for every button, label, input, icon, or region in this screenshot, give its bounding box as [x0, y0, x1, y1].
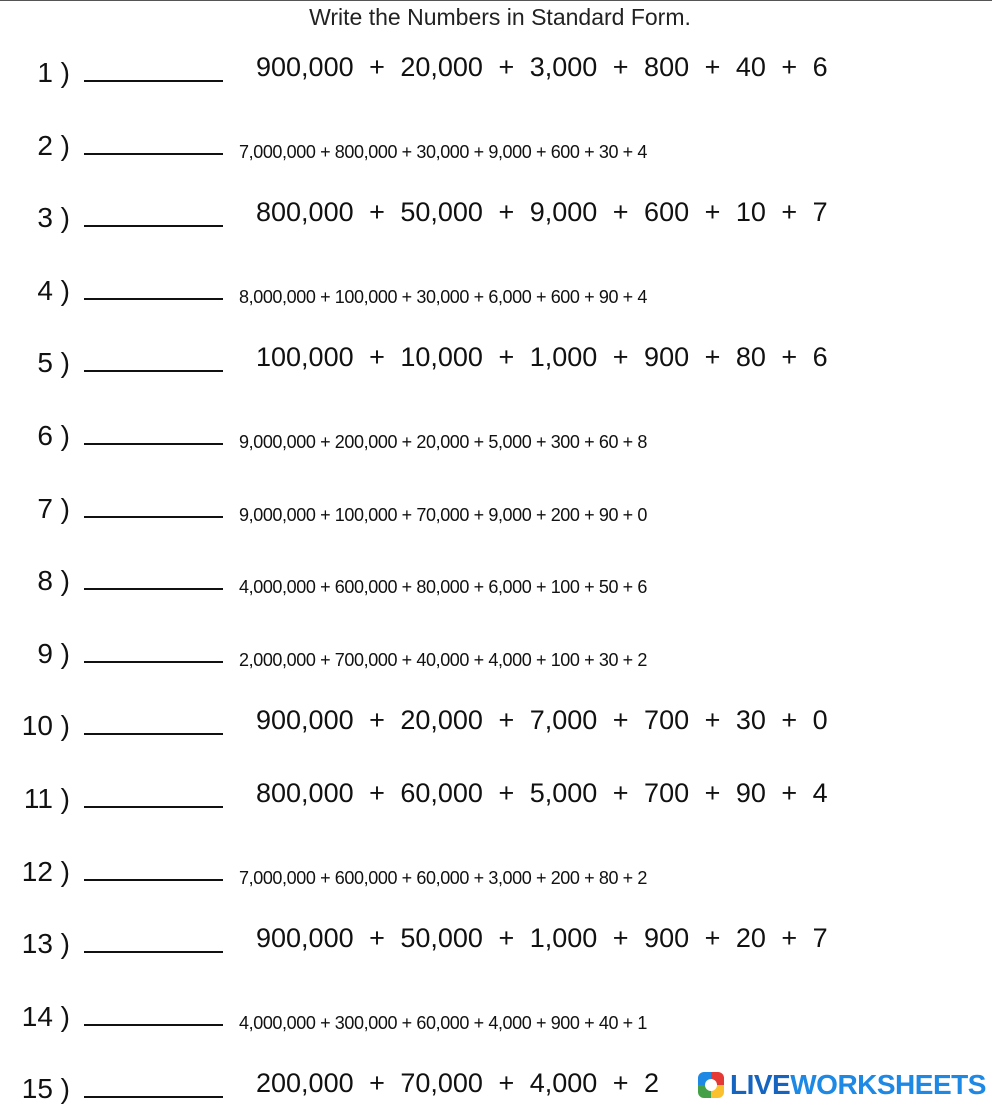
problem-number: 4 ) [37, 275, 70, 306]
liveworksheets-watermark[interactable] [694, 1067, 994, 1103]
expanded-form-expression: 800,000 + 50,000 + 9,000 + 600 + 10 + 7 [256, 197, 828, 227]
problem-row [0, 198, 1000, 238]
expanded-form-expression: 4,000,000 + 300,000 + 60,000 + 4,000 + 900 + 40 + 1 [239, 1013, 647, 1033]
expanded-form-expression: 2,000,000 + 700,000 + 40,000 + 4,000 + 100 + 30 + 2 [239, 650, 647, 670]
answer-blank[interactable] [84, 879, 223, 881]
problem-number: 3 ) [37, 202, 70, 233]
problem-row [0, 343, 1000, 383]
answer-blank[interactable] [84, 516, 223, 518]
problem-row [0, 126, 1000, 166]
expanded-form-expression: 7,000,000 + 600,000 + 60,000 + 3,000 + 200 + 80 + 2 [239, 868, 647, 888]
problem-number: 8 ) [37, 565, 70, 596]
problem-number: 15 ) [21, 1073, 70, 1104]
answer-blank[interactable] [84, 806, 223, 808]
expanded-form-expression: 9,000,000 + 200,000 + 20,000 + 5,000 + 300 + 60 + 8 [239, 432, 647, 452]
answer-blank[interactable] [84, 225, 223, 227]
problem-number: 11 ) [23, 783, 70, 814]
expanded-form-expression: 7,000,000 + 800,000 + 30,000 + 9,000 + 600 + 30 + 4 [239, 142, 647, 162]
answer-blank[interactable] [84, 370, 223, 372]
answer-blank[interactable] [84, 733, 223, 735]
answer-blank[interactable] [84, 443, 223, 445]
problem-number: 13 ) [21, 928, 70, 959]
expanded-form-expression: 900,000 + 20,000 + 3,000 + 800 + 40 + 6 [256, 52, 828, 82]
answer-blank[interactable] [84, 951, 223, 953]
liveworksheets-logo-icon [698, 1072, 724, 1098]
problem-row [0, 634, 1000, 674]
expanded-form-expression: 4,000,000 + 600,000 + 80,000 + 6,000 + 100 + 50 + 6 [239, 577, 647, 597]
problem-number: 5 ) [37, 347, 70, 378]
answer-blank[interactable] [84, 1024, 223, 1026]
answer-blank[interactable] [84, 153, 223, 155]
answer-blank[interactable] [84, 588, 223, 590]
problem-number: 2 ) [37, 130, 70, 161]
answer-blank[interactable] [84, 1096, 223, 1098]
problem-row [0, 779, 1000, 819]
answer-blank[interactable] [84, 661, 223, 663]
expanded-form-expression: 8,000,000 + 100,000 + 30,000 + 6,000 + 600 + 90 + 4 [239, 287, 647, 307]
problem-number: 12 ) [21, 856, 70, 887]
problem-number: 6 ) [37, 420, 70, 451]
expanded-form-expression: 100,000 + 10,000 + 1,000 + 900 + 80 + 6 [256, 342, 828, 372]
expanded-form-expression: 200,000 + 70,000 + 4,000 + 2 [256, 1068, 660, 1098]
problem-row [0, 489, 1000, 529]
problem-row [0, 706, 1000, 746]
problem-row [0, 924, 1000, 964]
answer-blank[interactable] [84, 80, 223, 82]
expanded-form-expression: 900,000 + 50,000 + 1,000 + 900 + 20 + 7 [256, 923, 828, 953]
problem-row [0, 416, 1000, 456]
problem-number: 9 ) [37, 638, 70, 669]
expanded-form-expression: 800,000 + 60,000 + 5,000 + 700 + 90 + 4 [256, 778, 828, 808]
problem-number: 1 ) [37, 57, 70, 88]
top-rule [0, 0, 992, 1]
problem-row [0, 53, 1000, 93]
watermark-text: LIVEWORKSHEETS [730, 1069, 986, 1100]
problem-number: 14 ) [21, 1001, 70, 1032]
problem-row [0, 852, 1000, 892]
worksheet-title: Write the Numbers in Standard Form. [309, 4, 691, 30]
problem-row [0, 997, 1000, 1037]
expanded-form-expression: 9,000,000 + 100,000 + 70,000 + 9,000 + 200 + 90 + 0 [239, 505, 647, 525]
problem-row [0, 561, 1000, 601]
problem-number: 7 ) [37, 493, 70, 524]
problem-number: 10 ) [21, 710, 70, 741]
problem-row [0, 271, 1000, 311]
expanded-form-expression: 900,000 + 20,000 + 7,000 + 700 + 30 + 0 [256, 705, 828, 735]
answer-blank[interactable] [84, 298, 223, 300]
